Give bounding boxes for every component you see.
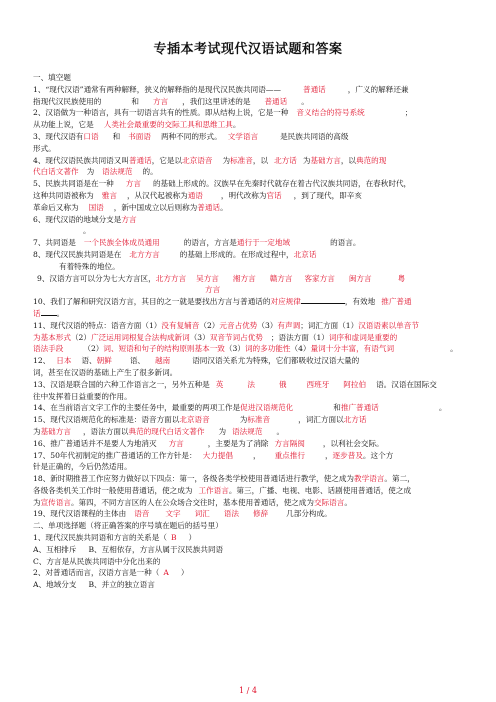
choice-q1-options: A、互相排斥 B、互相依存，方言从属于汉民族共同语	[33, 544, 224, 554]
fill-q2-line2: 从功能上说，它是 人类社会最重要的交际工具和思维工具。	[33, 120, 241, 130]
fill-q17-line1: 17、50年代初制定的推广普通话的工作方针是： 大力提倡 ， 重点推行 ，逐步普及。这个方	[33, 450, 394, 460]
fill-q5-line3: 革命后又称为 国语 ，新中国成立以后则称为普通话。	[33, 202, 228, 212]
fill-q10-line2: 话 。	[33, 308, 65, 318]
fill-q17-line2: 针是正确的，今后仍然适用。	[33, 462, 132, 472]
fill-q10-line1: 10、我们了解和研究汉语方言，其目的之一就是要找出方言与普通话的对应规律 ，有效地 推广普通	[33, 297, 412, 307]
fill-q4-line2: 代白话文著作 为 语法规范 的。	[33, 167, 158, 177]
section-heading-fill: 一、填空题	[33, 73, 71, 82]
fill-q13-line1: 13、汉语是联合国的六种工作语言之一，另外五种是 英 法 俄 西班牙 阿拉伯 语。汉语在国际交	[33, 379, 437, 389]
fill-q9-line2: 方言	[205, 285, 221, 295]
page-title: 专插本考试现代汉语试题和答案	[153, 42, 343, 57]
fill-q8-line2: 有着特殊的地位。	[59, 261, 120, 271]
fill-q18-line3: 为宣传语言。第四，不同方言区的人在公众场合交往时，基本使用普通话，使之成为交际语言。	[33, 497, 352, 507]
fill-q15-line2: 为基础方言 ，语法方面以典范的现代白话文著作 为 语法规范 。	[33, 426, 285, 436]
choice-q2-stem: 2、对普通话而言，汉语方言是一种（ A ）	[33, 568, 189, 578]
answer: 普通话	[303, 84, 326, 94]
fill-q12-line1: 12、 日本 语、朝鲜 语、 越南 语同汉语关系尤为特殊，它们都吸收过汉语大量的	[33, 356, 360, 366]
fill-q7-line1: 7、共同语是 一个民族全体成员通用 的语言，方言是通行于一定地域 的语言。	[33, 238, 361, 248]
fill-q3-line2: 形式。	[33, 143, 56, 153]
fill-q9-line1: 9、汉语方言可以分为七大方言区，北方方言 吴方言 湘方言 赣方言 客家方言 闽方言 粤	[37, 273, 406, 283]
choice-q2-options: A、地域分支 B、并立的独立语言	[33, 580, 155, 590]
section-heading-choice: 二、单项选择题（将正确答案的序号填在题后的括号里）	[33, 521, 223, 531]
fill-q18-line1: 18、新时期推普工作应努力做好以下四点：第一，各级各类学校使用普通话进行教学，使之成为教学语言。第二，	[33, 474, 415, 484]
fill-q5-line2: 这种共同语被称为 雅言 ，从汉代起被称为通语 ，明代改称为官话 ，到了现代，即辛亥	[33, 190, 362, 200]
fill-q2-line1: 2、汉语做为一种语言，具有一切语言共有的性质。即从结构上说，它是一种 音义结合的符号系统 ；	[33, 108, 413, 118]
choice-q1-option-c: C、方言是从民族共同语中分化出来的	[33, 556, 161, 566]
fill-q15-line1: 15、现代汉语规范化的标准是：语音方面以北京语音 为标准音 ，词汇方面以北方话	[33, 415, 367, 425]
fill-q13-line2: 往中发挥着日益重要的作用。	[33, 391, 132, 401]
fill-q11-line1: 11、现代汉语的特点：语音方面（1）没有复辅音（2）元音占优势（3）有声调；词汇方面（1）汉语语素以单音节	[33, 320, 419, 330]
fill-q18-line2: 各级各类机关工作时一般使用普通话，使之成为 工作语言。第三，广播、电视、电影、话剧使用普通话，使之成	[33, 485, 412, 495]
choice-q1-stem: 1、现代汉民族共同语和方言的关系是（ B ）	[33, 533, 197, 543]
fill-q14-line1: 14、在当前语言文字工作的主要任务中，最重要的两项工作是促进汉语规范化 和推广普通话 。	[33, 403, 447, 413]
fill-q12-line2: 词，甚至在汉语的基础上产生了很多新词。	[33, 367, 178, 377]
fill-q6-line2: 。	[83, 226, 91, 236]
fill-q11-line2: 为基本形式（2）广泛运用词根复合法构成新词（3）双音节词占优势 ；语法方面（1）词序和虚词是重要的	[33, 332, 398, 342]
fill-q4-line1: 4、现代汉语民族共同语又叫普通话，它是以北京语音 为标准音，以 北方话 为基础方言，以典范的现	[33, 155, 387, 165]
fill-q3-line1: 3、现代汉语有口语 和 书面语 两种不同的形式。 文学语言 是民族共同语的高级	[33, 131, 349, 141]
fill-q16-line1: 16、推广普通话并不是要人为地消灭 方言 ，主要是为了消除 方言隔阂 ，以利社会交际。	[33, 438, 384, 448]
fill-q5-line1: 5、民族共同语是在一种 方言 的基础上形成的。汉族早在先秦时代就存在着古代汉族共同语，在春秋时代，	[33, 179, 412, 189]
fill-q8-line1: 8、现代汉民族共同语是在 北方方言 的基础上形成的。在形成过程中，北京话	[33, 249, 317, 259]
fill-q6-line1: 6、现代汉语的地域分支是方言	[33, 214, 137, 224]
document-body	[33, 72, 467, 591]
fill-q1-line2: 指现代汉民族使用的 和 方言 ，我们这里讲述的是 普通话 。	[33, 96, 309, 106]
page-number: 1 / 4	[239, 686, 257, 695]
fill-q11-line3: 语法手段 （2）词、短语和句子的结构原则基本一致（3）词的多功能性（4）量词十分丰富，有语气词 。	[33, 344, 458, 354]
fill-q1-line1: 1、“现代汉语”通常有两种解释，狭义的解释指的是现代汉民族共同语—— 普通话 ，广义的解释还兼	[33, 84, 409, 94]
fill-q19-line1: 19、现代汉语课程的主体由 语音 文字 词汇 语法 修辞 几部分构成。	[33, 509, 332, 519]
